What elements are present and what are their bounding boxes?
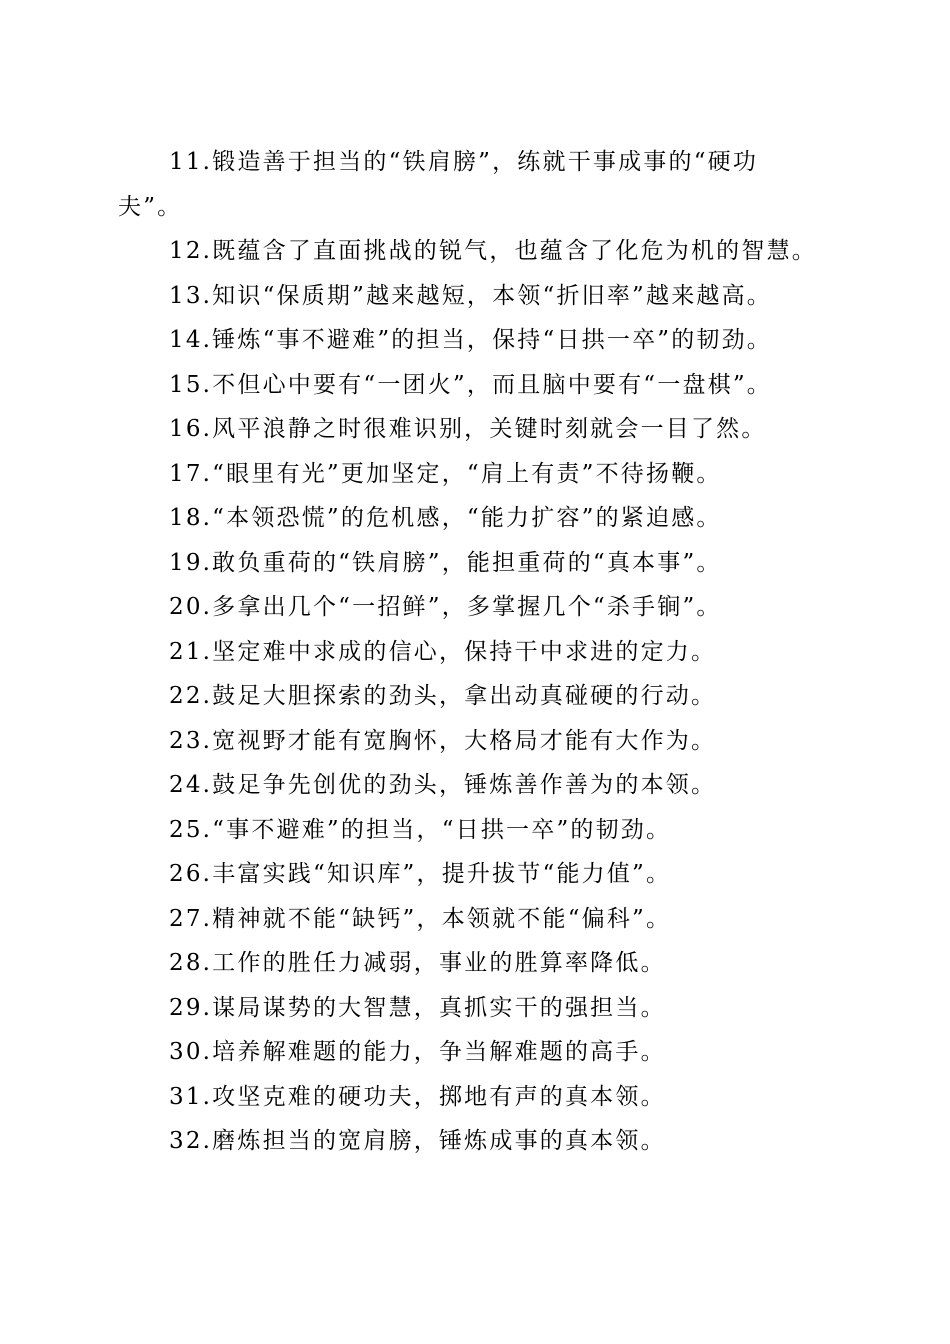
item-20: 20.多拿出几个“一招鲜”，多掌握几个“杀手锏”。 <box>169 594 722 620</box>
item-11-line-1: 11.锻造善于担当的“铁肩膀”，练就干事成事的“硬功 <box>169 149 759 175</box>
item-30: 30.培养解难题的能力，争当解难题的高手。 <box>169 1039 666 1065</box>
document-body <box>118 140 818 1164</box>
item-23: 23.宽视野才能有宽胸怀，大格局才能有大作为。 <box>169 727 717 754</box>
item-22: 22.鼓足大胆探索的劲头，拿出动真碰硬的行动。 <box>169 683 717 709</box>
item-19: 19.敢负重荷的“铁肩膀”，能担重荷的“真本事”。 <box>169 549 722 576</box>
item-11-line-2: 夫”。 <box>118 193 183 220</box>
item-28: 28.工作的胜任力减弱，事业的胜算率降低。 <box>169 950 666 976</box>
item-29: 29.谋局谋势的大智慧，真抓实干的强担当。 <box>169 994 666 1021</box>
item-16: 16.风平浪静之时很难识别，关键时刻就会一目了然。 <box>169 416 767 442</box>
item-21: 21.坚定难中求成的信心，保持干中求进的定力。 <box>169 638 717 665</box>
item-26: 26.丰富实践“知识库”，提升拔节“能力值”。 <box>169 861 672 887</box>
item-32: 32.磨炼担当的宽肩膀，锤炼成事的真本领。 <box>169 1128 666 1154</box>
item-18: 18.“本领恐慌”的危机感，“能力扩容”的紧迫感。 <box>169 505 722 531</box>
item-13: 13.知识“保质期”越来越短，本领“折旧率”越来越高。 <box>169 282 773 309</box>
item-25: 25.“事不避难”的担当，“日拱一卒”的韧劲。 <box>169 816 672 843</box>
item-27: 27.精神就不能“缺钙”，本领就不能“偏科”。 <box>169 905 672 932</box>
item-12: 12.既蕴含了直面挑战的锐气，也蕴含了化危为机的智慧。 <box>169 238 817 264</box>
item-17: 17.“眼里有光”更加坚定，“肩上有责”不待扬鞭。 <box>169 460 722 487</box>
item-24: 24.鼓足争先创优的劲头，锤炼善作善为的本领。 <box>169 772 717 798</box>
item-14: 14.锤炼“事不避难”的担当，保持“日拱一卒”的韧劲。 <box>169 327 773 353</box>
item-31: 31.攻坚克难的硬功夫，掷地有声的真本领。 <box>169 1083 666 1110</box>
item-15: 15.不但心中要有“一团火”，而且脑中要有“一盘棋”。 <box>169 371 773 398</box>
